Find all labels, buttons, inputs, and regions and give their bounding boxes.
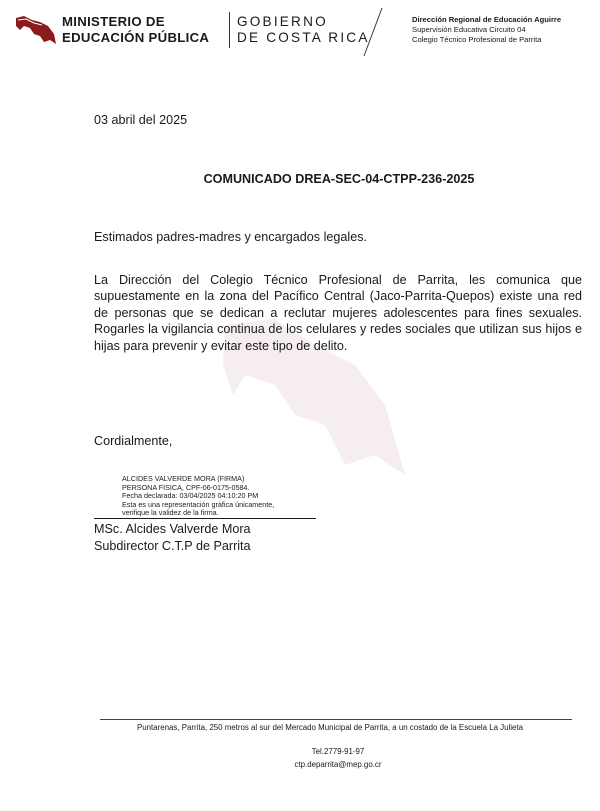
signature-line-4: Esta es una representación gráfica únicamente, <box>122 499 275 509</box>
department-line-2: Supervisión Educativa Circuito 04 <box>412 25 526 34</box>
footer-address: Puntarenas, Parrita, 250 metros al sur del Mercado Municipal de Parrita, a un costado de la Escuela La Julieta <box>137 723 523 732</box>
letter-body: La Dirección del Colegio Técnico Profesional de Parrita, les comunica que supuestamente en la zona del Pacífico Central (Jaco-Parrita-Quepos) existe una red de personas que se dedican a reclutar mujeres adolescentes para fines sexuales. Rogarles la vigilancia continua de los celulares y redes sociales que utilizan sus hijos e hijas para prevenir y evitar este tipo de delito. <box>94 273 582 353</box>
signature-rule <box>94 518 316 519</box>
footer-phone: Tel.2779-91-97 <box>311 747 365 756</box>
ministry-name <box>62 14 209 46</box>
department-info <box>412 15 561 45</box>
signature-line-5: verifique la validez de la firma. <box>122 508 219 518</box>
ministry-line-1: MINISTERIO DE <box>62 14 165 29</box>
signer-title: Subdirector C.T.P de Parrita <box>94 539 251 553</box>
signature-line-2: PERSONA FISICA, CPF-06-0175-0584. <box>122 482 250 492</box>
department-line-1: Dirección Regional de Educación Aguirre <box>412 15 562 24</box>
signature-line-1: ALCIDES VALVERDE MORA (FIRMA) <box>122 474 245 483</box>
costa-rica-map-icon <box>14 12 58 48</box>
footer-rule <box>100 719 572 720</box>
footer-email: ctp.deparrita@mep.go.cr <box>294 760 382 769</box>
government-name <box>237 14 370 46</box>
ministry-line-2: EDUCACIÓN PÚBLICA <box>62 30 210 45</box>
header-divider <box>229 12 230 48</box>
letter-greeting: Estimados padres-madres y encargados legales. <box>94 230 368 244</box>
letter-date: 03 abril del 2025 <box>94 113 188 127</box>
digital-signature-block <box>122 475 274 518</box>
signer-name: MSc. Alcides Valverde Mora <box>94 522 251 536</box>
government-line-1: GOBIERNO <box>237 14 328 29</box>
header-slash-divider <box>360 6 386 58</box>
letter-closing: Cordialmente, <box>94 434 173 448</box>
government-line-2: DE COSTA RICA <box>237 30 370 45</box>
signature-line-3: Fecha declarada: 03/04/2025 04:10:20 PM <box>122 491 259 501</box>
department-line-3: Colegio Técnico Profesional de Parrita <box>412 35 542 44</box>
letter-title: COMUNICADO DREA-SEC-04-CTPP-236-2025 <box>203 172 475 186</box>
